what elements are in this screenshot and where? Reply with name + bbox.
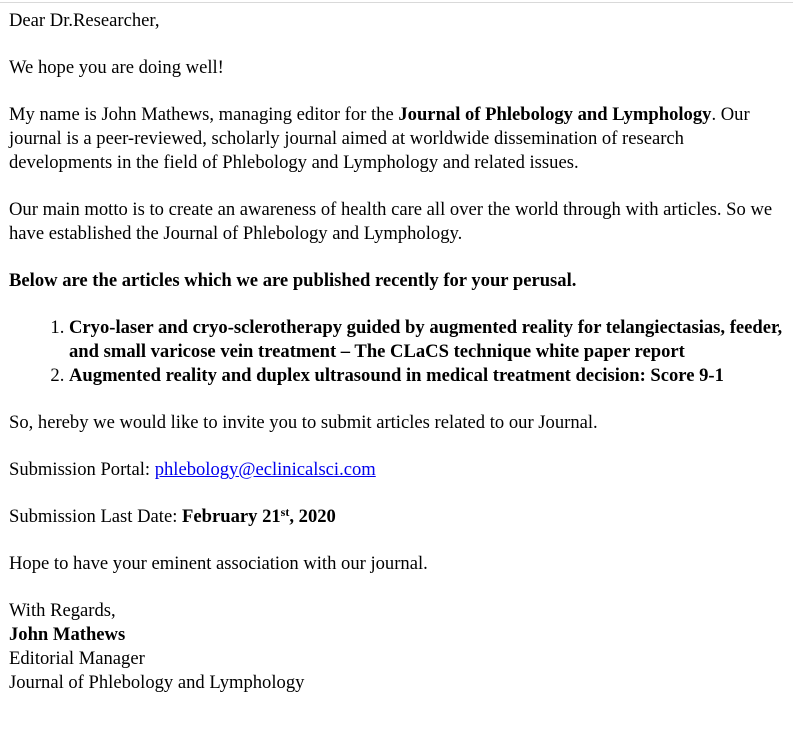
invite-paragraph: So, hereby we would like to invite you to submit articles related to our Journal.: [9, 412, 598, 433]
signer-name: John Mathews: [9, 624, 126, 645]
submission-portal: [9, 458, 789, 482]
closing-hope: Hope to have your eminent association with our journal.: [9, 553, 428, 574]
articles-list: [9, 316, 789, 388]
intro-paragraph: [9, 103, 789, 175]
list-item: 2. Augmented reality and duplex ultrasound in medical treatment decision: Score 9-1: [69, 364, 789, 388]
signature-block: [9, 599, 789, 695]
portal-label: Submission Portal:: [9, 459, 155, 480]
signer-title: Editorial Manager: [9, 648, 145, 669]
deadline-date-main: February 21: [182, 506, 281, 527]
hope-line: We hope you are doing well!: [9, 57, 224, 78]
list-item: 1. Cryo-laser and cryo-sclerotherapy guided by augmented reality for telangiectasias, feeder, and small varicose vein treatment – The CLaCS technique white paper report: [69, 316, 789, 364]
submission-deadline: [9, 505, 789, 529]
journal-name-bold: Journal of Phlebology and Lymphology: [398, 104, 712, 125]
email-body: [9, 9, 789, 695]
top-divider: [0, 2, 793, 3]
regards: With Regards,: [9, 600, 116, 621]
deadline-date-year: , 2020: [289, 506, 336, 527]
deadline-date-suffix: st: [280, 505, 290, 519]
motto-paragraph: Our main motto is to create an awareness of health care all over the world through with articles. So we have established the Journal of Phlebology and Lymphology.: [9, 199, 773, 244]
portal-email-link[interactable]: phlebology@eclinicalsci.com: [154, 459, 376, 480]
deadline-date: [182, 506, 336, 527]
greeting: Dear Dr.Researcher,: [9, 10, 160, 31]
intro-post: . Our journal is a peer-reviewed, scholarly journal aimed at worldwide dissemination of research developments in the field of Phlebology and Lymphology and related issues.: [9, 104, 750, 173]
deadline-label: Submission Last Date:: [9, 506, 183, 527]
articles-heading: Below are the articles which we are published recently for your perusal.: [9, 270, 577, 291]
signer-org: Journal of Phlebology and Lymphology: [9, 672, 305, 693]
intro-pre: My name is John Mathews, managing editor for the: [9, 104, 399, 125]
